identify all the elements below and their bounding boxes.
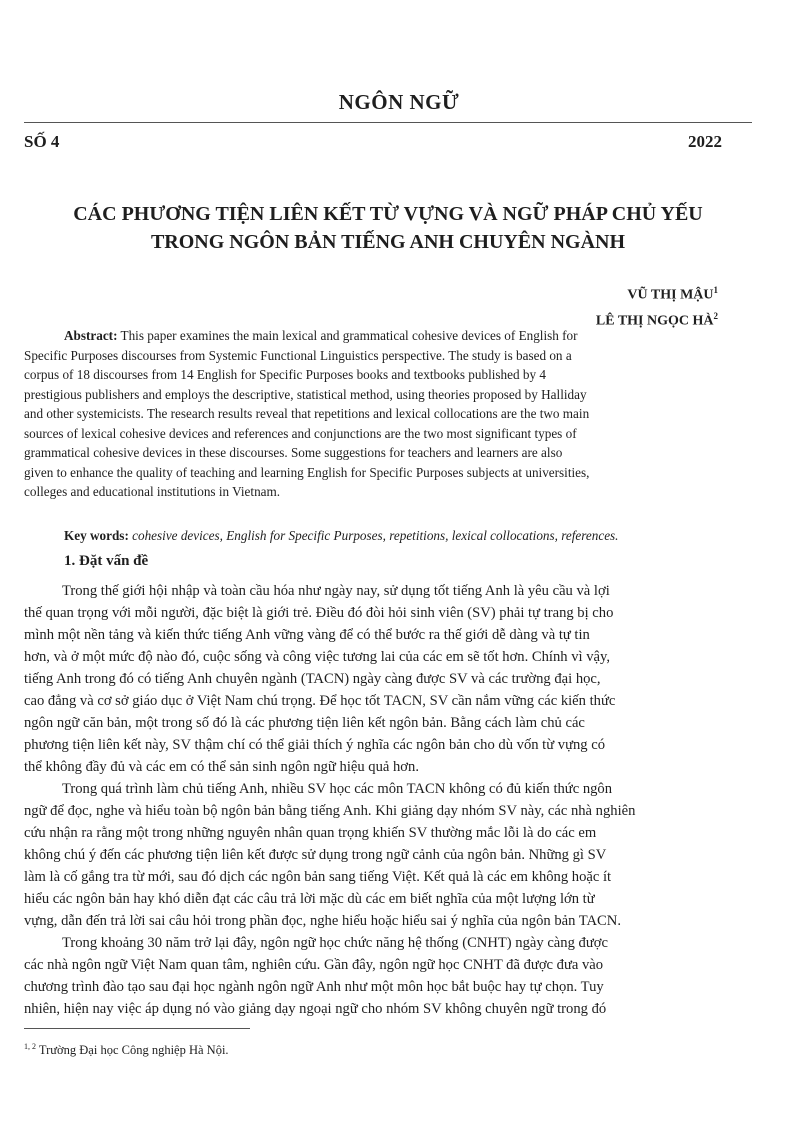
paragraph-line: hiểu các ngôn bản hay khó diễn đạt các câu trả lời mặc dù các em biết nghĩa của một lượng lớn từ <box>24 891 595 907</box>
title-line-1: CÁC PHƯƠNG TIỆN LIÊN KẾT TỪ VỰNG VÀ NGỮ PHÁP CHỦ YẾU <box>73 203 703 225</box>
paragraph-line: nhiên, hiện nay việc áp dụng nó vào giảng dạy ngoại ngữ cho nhóm SV không chuyên ngữ trong đó <box>24 1001 607 1017</box>
abstract-line-text: and other systemicists. The research results reveal that repetitions and lexical collocations are the two main <box>24 406 590 421</box>
paragraph-line: tiếng Anh trong đó có tiếng Anh chuyên ngành (TACN) ngày càng được SV và các trường đại học, <box>24 671 601 687</box>
abstract-line <box>24 385 717 405</box>
paragraph-line: chương trình đào tạo sau đại học ngành ngôn ngữ Anh như một môn học bắt buộc hay tự chọn. Tuy <box>24 979 604 995</box>
paragraph-line: làm là cố gắng tra từ mới, sau đó dịch các ngôn bản sang tiếng Việt. Kết quả là các em không hoặc ít <box>24 869 612 885</box>
abstract-line <box>24 326 717 346</box>
paragraph-line: mình một nền tảng và kiến thức tiếng Anh vững vàng để có thể bước ra thế giới dễ dàng và tự tin <box>24 627 590 643</box>
abstract-line-text: This paper examines the main lexical and grammatical cohesive devices of English for <box>120 328 578 343</box>
abstract-line-text: Specific Purposes discourses from Systemic Functional Linguistics perspective. The study is based on a <box>24 347 572 363</box>
author-name: LÊ THỊ NGỌC HÀ <box>595 313 714 329</box>
keywords-label: Key words: <box>64 528 129 543</box>
footnote-text: Trường Đại học Công nghiệp Hà Nội. <box>38 1043 229 1058</box>
paragraph-line: thế quan trọng với mỗi người, đặc biệt là giới trẻ. Điều đó đòi hỏi sinh viên (SV) phải tự trang bị cho <box>24 605 614 621</box>
issue-year: 2022 <box>688 132 722 151</box>
paragraph-line: các nhà ngôn ngữ Việt Nam quan tâm, nghiên cứu. Gần đây, ngôn ngữ học CNHT đã được đưa vào <box>24 957 604 973</box>
abstract-line <box>24 365 717 385</box>
paragraph-line: cao đẳng và cơ sở giáo dục ở Việt Nam chú trọng. Để học tốt TACN, SV cần nắm vững các kiến thức <box>24 693 616 709</box>
paragraph-2 <box>24 778 736 932</box>
abstract-line <box>24 346 717 366</box>
footnote-mark: 1, 2 <box>24 1042 36 1051</box>
author-1 <box>596 280 718 306</box>
abstract-line-text: sources of lexical cohesive devices and references and conjunctions are the two most significant types of <box>24 425 577 441</box>
abstract-line-text: colleges and educational institutions in Vietnam. <box>24 484 281 499</box>
paragraph-line: không chú ý đến các phương tiện liên kết được sử dụng trong ngữ cảnh của ngôn bản. Những gì SV <box>24 847 607 863</box>
journal-name: NGÔN NGỮ <box>338 90 460 114</box>
paragraph-line: Trong quá trình làm chủ tiếng Anh, nhiều SV học các môn TACN không có đủ kiến thức ngôn <box>62 781 613 797</box>
author-affiliation-mark: 1 <box>713 285 718 295</box>
abstract-label: Abstract: <box>64 328 118 343</box>
paragraph-1 <box>24 580 736 778</box>
footnote <box>24 1042 229 1058</box>
header-rule <box>24 122 752 123</box>
paragraph-line: hơn, và ở một mức độ nào đó, cuộc sống và công việc tương lai của các em sẽ tốt hơn. Chính vì vậy, <box>24 649 610 665</box>
abstract-line-text: prestigious publishers and employs the descriptive, statistical method, using theories proposed by Halliday <box>24 386 587 402</box>
article-title <box>24 200 752 256</box>
paragraph-line: vựng, dẫn đến trả lời sai câu hỏi trong phần đọc, nghe hiểu hoặc hiểu sai ý nghĩa của ngôn bản TACN. <box>24 913 621 929</box>
paragraph-line: ngữ để đọc, nghe và hiểu toàn bộ ngôn bản bằng tiếng Anh. Khi giảng dạy nhóm SV này, các nhà nghiên <box>24 803 636 819</box>
abstract <box>24 326 717 502</box>
section-heading: 1. Đặt vấn đề <box>64 553 149 569</box>
paragraph-line: cứu nhận ra rằng một trong những nguyên nhân quan trọng khiến SV thường mắc lỗi là do các em <box>24 825 597 841</box>
abstract-line <box>24 443 717 463</box>
abstract-line <box>24 463 717 483</box>
abstract-line <box>24 482 717 502</box>
authors <box>596 280 718 331</box>
issue-number: SỐ 4 <box>24 132 60 151</box>
footnote-rule <box>24 1028 250 1029</box>
author-affiliation-mark: 2 <box>713 310 718 321</box>
title-line-2: TRONG NGÔN BẢN TIẾNG ANH CHUYÊN NGÀNH <box>150 231 626 253</box>
abstract-line-text: grammatical cohesive devices in these discourses. Some suggestions for teachers and learners are also <box>24 445 563 460</box>
abstract-line-text: given to enhance the quality of teaching and learning English for Specific Purposes subjects at universities, <box>24 464 590 480</box>
keywords-text: cohesive devices, English for Specific Purposes, repetitions, lexical collocations, references. <box>132 528 619 543</box>
paragraph-3 <box>24 932 736 1020</box>
paragraph-line: thể không đầy đủ và các em có thể sản sinh ngôn ngữ hiệu quả hơn. <box>24 759 419 775</box>
paragraph-line: phương tiện liên kết này, SV thậm chí có thể giải thích ý nghĩa các ngôn bản cho dù vốn từ vựng có <box>24 737 606 753</box>
abstract-line <box>24 404 717 424</box>
paragraph-line: ngôn ngữ căn bản, một trong số đó là các phương tiện liên kết ngôn bản. Bằng cách làm chủ các <box>24 715 585 731</box>
abstract-line-text: corpus of 18 discourses from 14 English for Specific Purposes books and textbooks published by 4 <box>24 367 546 382</box>
author-name: VŨ THỊ MẬU <box>627 287 714 303</box>
abstract-line <box>24 424 717 444</box>
keywords <box>64 528 744 544</box>
paragraph-line: Trong khoảng 30 năm trở lại đây, ngôn ngữ học chức năng hệ thống (CNHT) ngày càng được <box>62 935 608 951</box>
paragraph-line: Trong thế giới hội nhập và toàn cầu hóa như ngày nay, sử dụng tốt tiếng Anh là yêu cầu và lợi <box>62 583 610 599</box>
